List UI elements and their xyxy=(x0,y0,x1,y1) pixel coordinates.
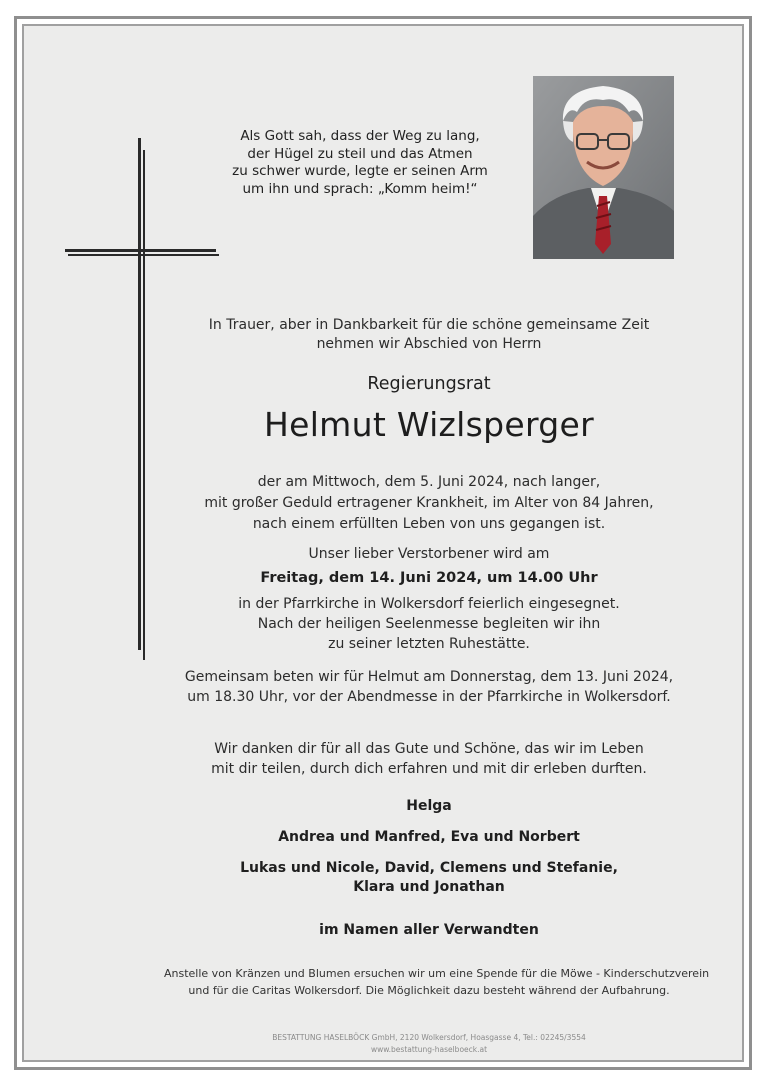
death-line: mit großer Geduld ertragener Krankheit, im Alter von 84 Jahren, xyxy=(204,495,654,511)
memorial-verse xyxy=(215,128,505,198)
donation-line: Anstelle von Kränzen und Blumen ersuchen wir um eine Spende für die Möwe - Kinderschutzverein xyxy=(164,967,710,980)
donation-note xyxy=(164,965,710,999)
funeral-date: Freitag, dem 14. Juni 2024, um 14.00 Uhr xyxy=(260,570,598,586)
prayer-line: Gemeinsam beten wir für Helmut am Donnerstag, dem 13. Juni 2024, xyxy=(184,669,674,685)
intro-line: In Trauer, aber in Dankbarkeit für die schöne gemeinsame Zeit xyxy=(208,317,650,333)
funeral-line: zu seiner letzten Ruhestätte. xyxy=(328,636,530,652)
family-line: Klara und Jonathan xyxy=(353,879,505,895)
verse-line: der Hügel zu steil und das Atmen xyxy=(247,145,473,162)
cross-vertical-line xyxy=(138,138,141,650)
honorary-title: Regierungsrat xyxy=(367,374,491,394)
death-line: nach einem erfüllten Leben von uns gegangen ist. xyxy=(252,516,606,532)
intro-line: nehmen wir Abschied von Herrn xyxy=(316,336,542,352)
verse-line: zu schwer wurde, legte er seinen Arm xyxy=(232,163,488,179)
deceased-name: Helmut Wizlsperger xyxy=(264,405,594,444)
funeral-home-footer xyxy=(164,1032,694,1056)
funeral-details xyxy=(164,594,694,654)
footer-address: BESTATTUNG HASELBÖCK GmbH, 2120 Wolkersdorf, Hoasgasse 4, Tel.: 02245/3554 xyxy=(272,1033,586,1042)
death-notice xyxy=(164,472,694,535)
family-line: Lukas und Nicole, David, Clemens und Stefanie, xyxy=(240,860,618,876)
prayer-line: um 18.30 Uhr, vor der Abendmesse in der Pfarrkirche in Wolkersdorf. xyxy=(187,689,671,705)
funeral-line: Nach der heiligen Seelenmesse begleiten wir ihn xyxy=(257,616,601,632)
donation-line: und für die Caritas Wolkersdorf. Die Möglichkeit dazu besteht während der Aufbahrung. xyxy=(188,984,670,997)
intro-text xyxy=(164,316,694,354)
footer-website: www.bestattung-haselboeck.at xyxy=(370,1045,488,1054)
cross-vertical-line-shadow xyxy=(143,150,145,660)
portrait-photo xyxy=(533,76,674,259)
family-relatives: im Namen aller Verwandten xyxy=(319,922,539,938)
portrait-illustration xyxy=(533,76,674,259)
thanks-line: mit dir teilen, durch dich erfahren und mit dir erleben durften. xyxy=(211,761,647,777)
cross-horizontal-line-shadow xyxy=(68,254,219,256)
thanks-text xyxy=(164,739,694,779)
cross-horizontal-line xyxy=(65,249,216,252)
prayer-notice xyxy=(164,667,694,707)
funeral-intro: Unser lieber Verstorbener wird am xyxy=(308,546,550,562)
thanks-line: Wir danken dir für all das Gute und Schöne, das wir im Leben xyxy=(214,741,644,757)
family-children: Andrea und Manfred, Eva und Norbert xyxy=(278,829,580,845)
family-spouse: Helga xyxy=(406,798,452,814)
funeral-line: in der Pfarrkirche in Wolkersdorf feierlich eingesegnet. xyxy=(238,596,620,612)
family-grandchildren xyxy=(164,859,694,897)
verse-line: um ihn und sprach: „Komm heim!“ xyxy=(242,180,478,197)
death-line: der am Mittwoch, dem 5. Juni 2024, nach langer, xyxy=(257,474,601,490)
verse-line: Als Gott sah, dass der Weg zu lang, xyxy=(240,128,480,144)
